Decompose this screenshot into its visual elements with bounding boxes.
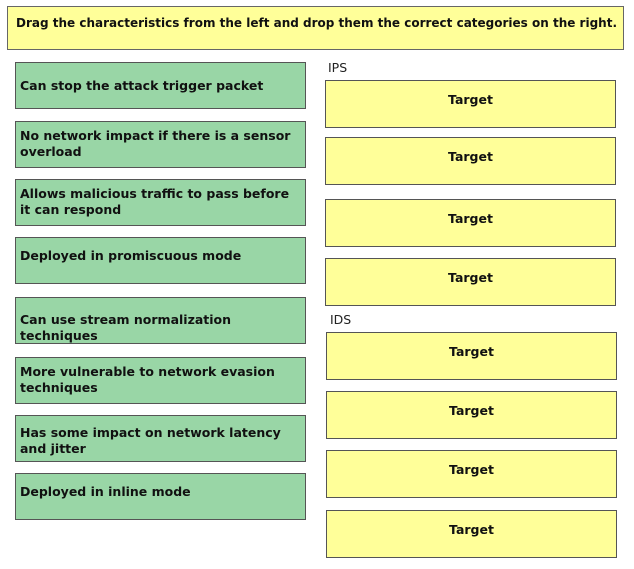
drop-target-ids-4[interactable] bbox=[326, 510, 617, 558]
drag-item-inline-mode[interactable] bbox=[15, 473, 306, 520]
drag-item-stream-normalization[interactable] bbox=[15, 297, 306, 344]
drop-target-ids-3[interactable] bbox=[326, 450, 617, 498]
group-label-ids: IDS bbox=[330, 312, 352, 327]
target-label: Target bbox=[449, 344, 494, 359]
drop-target-ips-3[interactable] bbox=[325, 199, 616, 247]
drag-item-label: Can stop the attack trigger packet bbox=[20, 78, 264, 93]
drag-item-promiscuous-mode[interactable] bbox=[15, 237, 306, 284]
target-label: Target bbox=[448, 92, 493, 107]
drag-item-label: Deployed in promiscuous mode bbox=[20, 248, 242, 263]
drag-item-label: Deployed in inline mode bbox=[20, 484, 191, 499]
target-label: Target bbox=[449, 522, 494, 537]
drag-item-allows-malicious-traffic[interactable] bbox=[15, 179, 306, 226]
drop-target-ips-2[interactable] bbox=[325, 137, 616, 185]
drag-item-vulnerable-evasion[interactable] bbox=[15, 357, 306, 404]
target-label: Target bbox=[448, 270, 493, 285]
drag-item-stop-trigger-packet[interactable] bbox=[15, 62, 306, 109]
instruction-text: Drag the characteristics from the left and drop them the correct categories on the right. bbox=[16, 16, 618, 30]
drag-item-label: More vulnerable to network evasion techniques bbox=[20, 364, 275, 395]
drop-target-ids-2[interactable] bbox=[326, 391, 617, 439]
drag-item-label: No network impact if there is a sensor overload bbox=[20, 128, 291, 159]
target-label: Target bbox=[449, 462, 494, 477]
drag-item-label: Allows malicious traffic to pass before it can respond bbox=[20, 186, 290, 217]
instruction-banner bbox=[7, 6, 624, 50]
group-label-ips: IPS bbox=[328, 60, 348, 75]
drag-item-no-network-impact[interactable] bbox=[15, 121, 306, 168]
drop-target-ips-4[interactable] bbox=[325, 258, 616, 306]
drop-target-ids-1[interactable] bbox=[326, 332, 617, 380]
drag-item-label: Has some impact on network latency and jitter bbox=[20, 425, 281, 456]
drag-item-latency-jitter[interactable] bbox=[15, 415, 306, 462]
drop-target-ips-1[interactable] bbox=[325, 80, 616, 128]
target-label: Target bbox=[449, 403, 494, 418]
drag-item-label: Can use stream normalization techniques bbox=[20, 312, 232, 343]
target-label: Target bbox=[448, 211, 493, 226]
target-label: Target bbox=[448, 149, 493, 164]
